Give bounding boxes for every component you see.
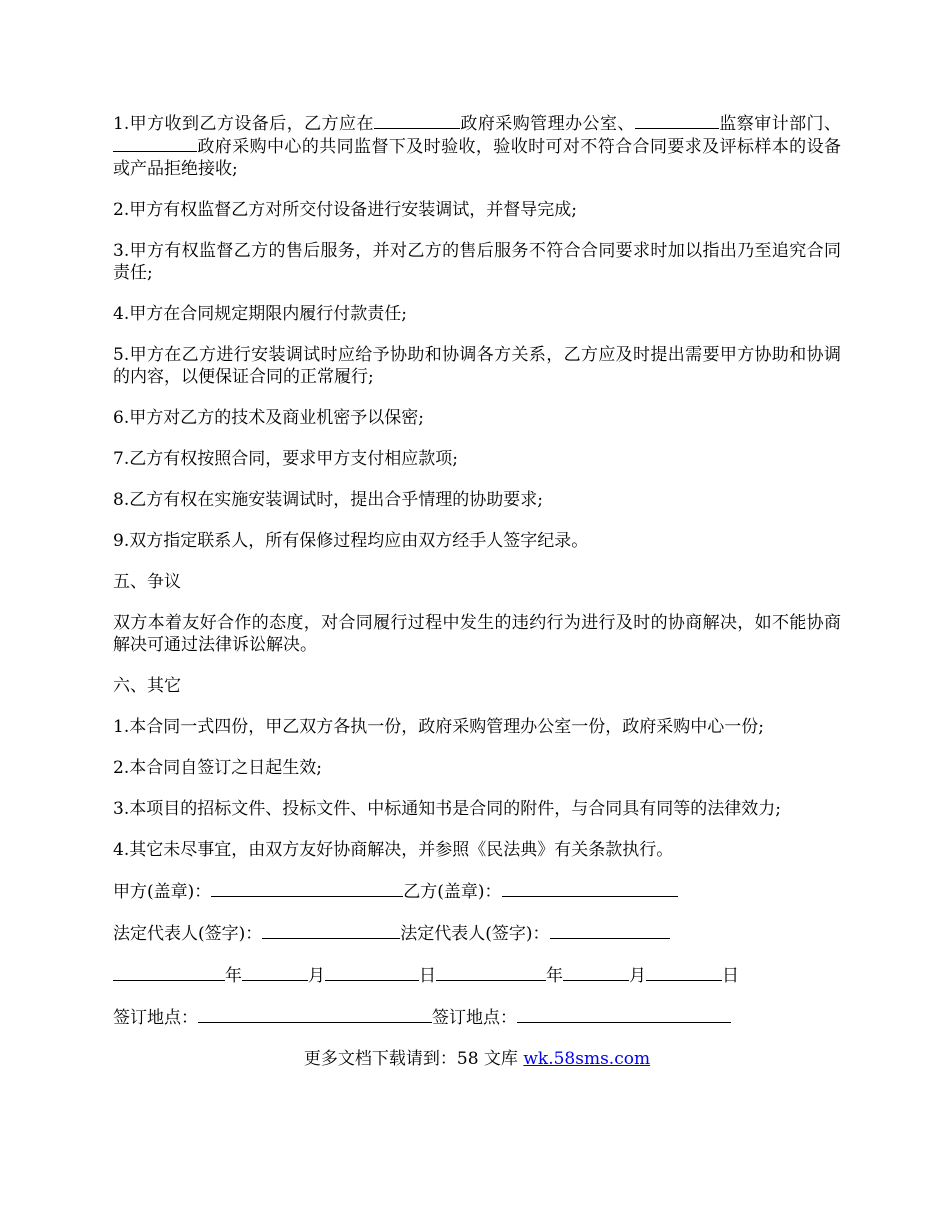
section-6-item-1: 1.本合同一式四份，甲乙双方各执一份，政府采购管理办公室一份，政府采购中心一份; <box>113 717 764 737</box>
year-b-blank[interactable] <box>436 964 546 981</box>
signing-place-line <box>113 1006 841 1029</box>
footer-text: 更多文档下载请到：58 文库 <box>303 1049 524 1069</box>
date-line <box>113 964 841 987</box>
month-a-blank[interactable] <box>242 964 308 981</box>
day-a-label: 日 <box>419 966 436 986</box>
year-b-label: 年 <box>546 966 563 986</box>
clause-9: 9.双方指定联系人，所有保修过程均应由双方经手人签字纪录。 <box>113 531 589 551</box>
rep-b-blank[interactable] <box>550 922 670 939</box>
clause-4: 4.甲方在合同规定期限内履行付款责任; <box>113 304 407 324</box>
year-a-label: 年 <box>225 966 242 986</box>
month-a-label: 月 <box>308 966 325 986</box>
section-6-item-3: 3.本项目的招标文件、投标文件、中标通知书是合同的附件，与合同具有同等的法律效力; <box>113 799 781 819</box>
place-a-blank[interactable] <box>198 1006 432 1023</box>
representative-line <box>113 922 841 945</box>
contract-page <box>113 112 841 1070</box>
month-b-blank[interactable] <box>563 964 629 981</box>
clause-1-part-1: 1.甲方收到乙方设备后，乙方应在 <box>113 114 374 134</box>
clause-2: 2.甲方有权监督乙方对所交付设备进行安装调试，并督导完成; <box>113 200 577 220</box>
place-b-label: 签订地点： <box>432 1008 517 1028</box>
day-b-label: 日 <box>722 966 739 986</box>
clause-1-part-3: 监察审计部门、 <box>718 114 841 134</box>
footer <box>113 1048 841 1070</box>
clause-5: 5.甲方在乙方进行安装调试时应给予协助和协调各方关系，乙方应及时提出需要甲方协助和协调的内容，以便保证合同的正常履行; <box>113 345 841 387</box>
year-a-blank[interactable] <box>113 964 225 981</box>
blank-line[interactable] <box>113 135 197 152</box>
party-b-seal-blank[interactable] <box>502 880 678 897</box>
clause-3: 3.甲方有权监督乙方的售后服务，并对乙方的售后服务不符合合同要求时加以指出乃至追究合同责任; <box>113 241 841 283</box>
party-a-seal-label: 甲方(盖章)： <box>113 882 212 902</box>
clause-6: 6.甲方对乙方的技术及商业机密予以保密; <box>113 408 424 428</box>
section-6-item-4: 4.其它未尽事宜，由双方友好协商解决，并参照《民法典》有关条款执行。 <box>113 840 674 860</box>
section-5-body: 双方本着友好合作的态度，对合同履行过程中发生的违约行为进行及时的协商解决，如不能协商解决可通过法律诉讼解决。 <box>113 613 841 655</box>
section-5-heading: 五、争议 <box>113 572 181 592</box>
footer-link[interactable]: wk.58sms.com <box>523 1049 651 1069</box>
party-b-seal-label: 乙方(盖章)： <box>403 882 502 902</box>
section-6-item-2: 2.本合同自签订之日起生效; <box>113 758 322 778</box>
day-a-blank[interactable] <box>325 964 419 981</box>
rep-a-label: 法定代表人(签字)： <box>113 924 263 944</box>
clause-1-part-2: 政府采购管理办公室、 <box>459 114 635 134</box>
section-6-heading: 六、其它 <box>113 676 181 696</box>
blank-line[interactable] <box>374 112 460 129</box>
party-a-seal-blank[interactable] <box>211 880 403 897</box>
place-a-label: 签订地点： <box>113 1008 198 1028</box>
day-b-blank[interactable] <box>646 964 722 981</box>
clause-1-part-4: 政府采购中心的共同监督下及时验收，验收时可对不符合合同要求及评标样本的设备或产品拒绝接收; <box>113 137 841 179</box>
rep-a-blank[interactable] <box>262 922 400 939</box>
place-b-blank[interactable] <box>517 1006 731 1023</box>
month-b-label: 月 <box>629 966 646 986</box>
clause-7: 7.乙方有权按照合同，要求甲方支付相应款项; <box>113 449 458 469</box>
seal-line <box>113 880 841 903</box>
blank-line[interactable] <box>635 112 719 129</box>
clause-8: 8.乙方有权在实施安装调试时，提出合乎情理的协助要求; <box>113 490 543 510</box>
rep-b-label: 法定代表人(签字)： <box>400 924 550 944</box>
clause-1 <box>113 112 841 180</box>
